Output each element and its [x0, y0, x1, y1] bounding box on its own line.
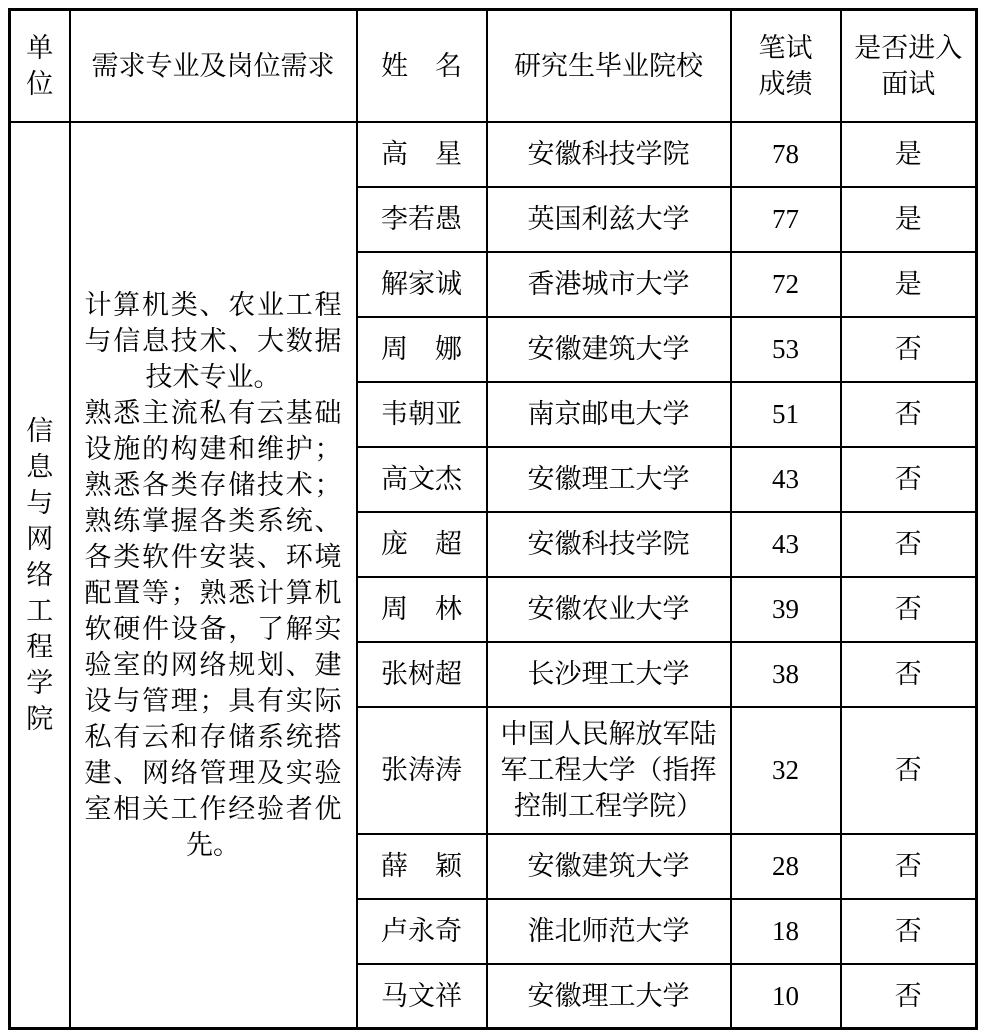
- name-cell: 庞 超: [357, 512, 487, 577]
- school-cell: 安徽理工大学: [487, 964, 731, 1029]
- header-interview-label: 是否进入面试: [854, 32, 963, 99]
- school-cell: 长沙理工大学: [487, 642, 731, 707]
- school-cell: 安徽科技学院: [487, 512, 731, 577]
- score-cell: 39: [731, 577, 841, 642]
- requirements-paragraph-1: 计算机类、农业工程与信息技术、大数据技术专业。: [84, 289, 342, 392]
- interview-cell: 否: [841, 382, 977, 447]
- school-cell: 淮北师范大学: [487, 899, 731, 964]
- header-interview: [841, 10, 977, 122]
- school-cell: 安徽建筑大学: [487, 317, 731, 382]
- header-score: [731, 10, 841, 122]
- school-cell: 香港城市大学: [487, 252, 731, 317]
- score-cell: 28: [731, 834, 841, 899]
- interview-cell: 否: [841, 899, 977, 964]
- unit-vertical-text: 信息与网络工程学院: [26, 415, 54, 734]
- name-cell: 马文祥: [357, 964, 487, 1029]
- score-cell: 51: [731, 382, 841, 447]
- school-cell: 安徽科技学院: [487, 122, 731, 187]
- interview-cell: 否: [841, 512, 977, 577]
- header-school: 研究生毕业院校: [487, 10, 731, 122]
- school-cell: 安徽理工大学: [487, 447, 731, 512]
- name-cell: 卢永奇: [357, 899, 487, 964]
- unit-cell: [10, 122, 70, 1029]
- interview-cell: 是: [841, 187, 977, 252]
- score-cell: 38: [731, 642, 841, 707]
- interview-cell: 否: [841, 642, 977, 707]
- score-cell: 72: [731, 252, 841, 317]
- table-row: [10, 122, 977, 187]
- school-cell: 安徽农业大学: [487, 577, 731, 642]
- name-cell: 薛 颖: [357, 834, 487, 899]
- score-cell: 77: [731, 187, 841, 252]
- score-cell: 43: [731, 447, 841, 512]
- interview-cell: 否: [841, 834, 977, 899]
- header-row: [10, 10, 977, 122]
- header-unit: [10, 10, 70, 122]
- school-cell: 南京邮电大学: [487, 382, 731, 447]
- header-score-label: 笔试成绩: [758, 32, 813, 99]
- score-cell: 78: [731, 122, 841, 187]
- score-cell: 18: [731, 899, 841, 964]
- interview-cell: 否: [841, 707, 977, 834]
- requirements-paragraph-2: 熟悉主流私有云基础设施的构建和维护；熟悉各类存储技术；熟练掌握各类系统、各类软件安装、环境配置等；熟悉计算机软硬件设备，了解实验室的网络规划、建设与管理；具有实际私有云和存储系统搭建、网络管理及实验室相关工作经验者优先。: [84, 397, 342, 860]
- interview-cell: 否: [841, 577, 977, 642]
- school-cell: 英国利兹大学: [487, 187, 731, 252]
- interview-cell: 是: [841, 122, 977, 187]
- name-cell: 高 星: [357, 122, 487, 187]
- header-name: 姓 名: [357, 10, 487, 122]
- requirements-cell: [70, 122, 357, 1029]
- school-cell: 安徽建筑大学: [487, 834, 731, 899]
- score-cell: 43: [731, 512, 841, 577]
- name-cell: 周 娜: [357, 317, 487, 382]
- name-cell: 韦朝亚: [357, 382, 487, 447]
- interview-cell: 否: [841, 447, 977, 512]
- header-unit-label: 单位: [26, 32, 54, 99]
- school-cell: 中国人民解放军陆军工程大学（指挥控制工程学院）: [487, 707, 731, 834]
- name-cell: 解家诚: [357, 252, 487, 317]
- interview-cell: 否: [841, 317, 977, 382]
- name-cell: 周 林: [357, 577, 487, 642]
- name-cell: 张涛涛: [357, 707, 487, 834]
- name-cell: 李若愚: [357, 187, 487, 252]
- score-cell: 10: [731, 964, 841, 1029]
- score-cell: 32: [731, 707, 841, 834]
- interview-cell: 是: [841, 252, 977, 317]
- name-cell: 高文杰: [357, 447, 487, 512]
- score-cell: 53: [731, 317, 841, 382]
- interview-cell: 否: [841, 964, 977, 1029]
- recruitment-table: [8, 8, 978, 1030]
- name-cell: 张树超: [357, 642, 487, 707]
- header-requirements: 需求专业及岗位需求: [70, 10, 357, 122]
